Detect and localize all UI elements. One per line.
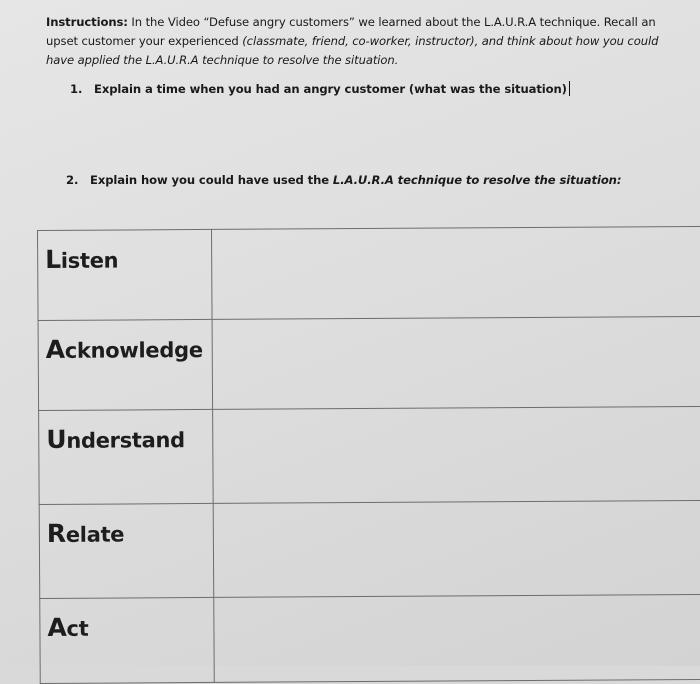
term-initial: L xyxy=(45,244,61,274)
term-cell-act xyxy=(40,597,214,683)
term-rest: ct xyxy=(66,616,89,641)
table-row xyxy=(39,406,700,504)
instructions-italic-text: (classmate, friend, co-worker, instructor), and think about how you could have applied the L.A.U.R.A technique to resolve the situation. xyxy=(46,34,659,67)
term-initial: U xyxy=(46,424,67,454)
term-rest: nderstand xyxy=(66,428,185,453)
term-rest: isten xyxy=(60,248,119,273)
response-cell-act[interactable] xyxy=(214,594,700,682)
question-1-text: Explain a time when you had an angry customer (what was the situation) xyxy=(94,82,567,96)
text-cursor xyxy=(569,81,570,96)
instructions-paragraph xyxy=(46,13,686,70)
term-cell-understand xyxy=(39,409,214,504)
table-row xyxy=(40,594,700,683)
response-cell-listen[interactable] xyxy=(211,226,700,319)
laura-table xyxy=(37,226,700,684)
term-initial: A xyxy=(47,612,67,642)
term-cell-relate xyxy=(39,503,214,598)
question-1 xyxy=(70,81,570,96)
response-cell-relate[interactable] xyxy=(213,500,700,597)
term-cell-listen xyxy=(38,229,213,320)
term-initial: A xyxy=(45,334,65,364)
table-row xyxy=(38,226,700,320)
term-rest: cknowledge xyxy=(64,337,203,363)
table-row xyxy=(38,316,700,410)
question-2-italic-text: L.A.U.R.A technique to resolve the situation: xyxy=(332,173,622,187)
table-row xyxy=(39,500,700,598)
instructions-lead: Instructions: xyxy=(46,15,128,29)
response-cell-understand[interactable] xyxy=(213,406,700,503)
term-initial: R xyxy=(46,518,66,548)
instructions-text: In the Video “Defuse angry customers” we learned about the L.A.U.R.A technique. Recall an upset customer your experienced xyxy=(46,15,656,48)
question-2 xyxy=(66,173,621,187)
term-rest: elate xyxy=(65,522,125,547)
response-cell-acknowledge[interactable] xyxy=(212,316,700,409)
question-2-number: 2. xyxy=(66,173,79,187)
term-cell-acknowledge xyxy=(38,319,213,410)
question-1-number: 1. xyxy=(70,82,83,96)
question-2-text: Explain how you could have used the xyxy=(90,173,333,187)
